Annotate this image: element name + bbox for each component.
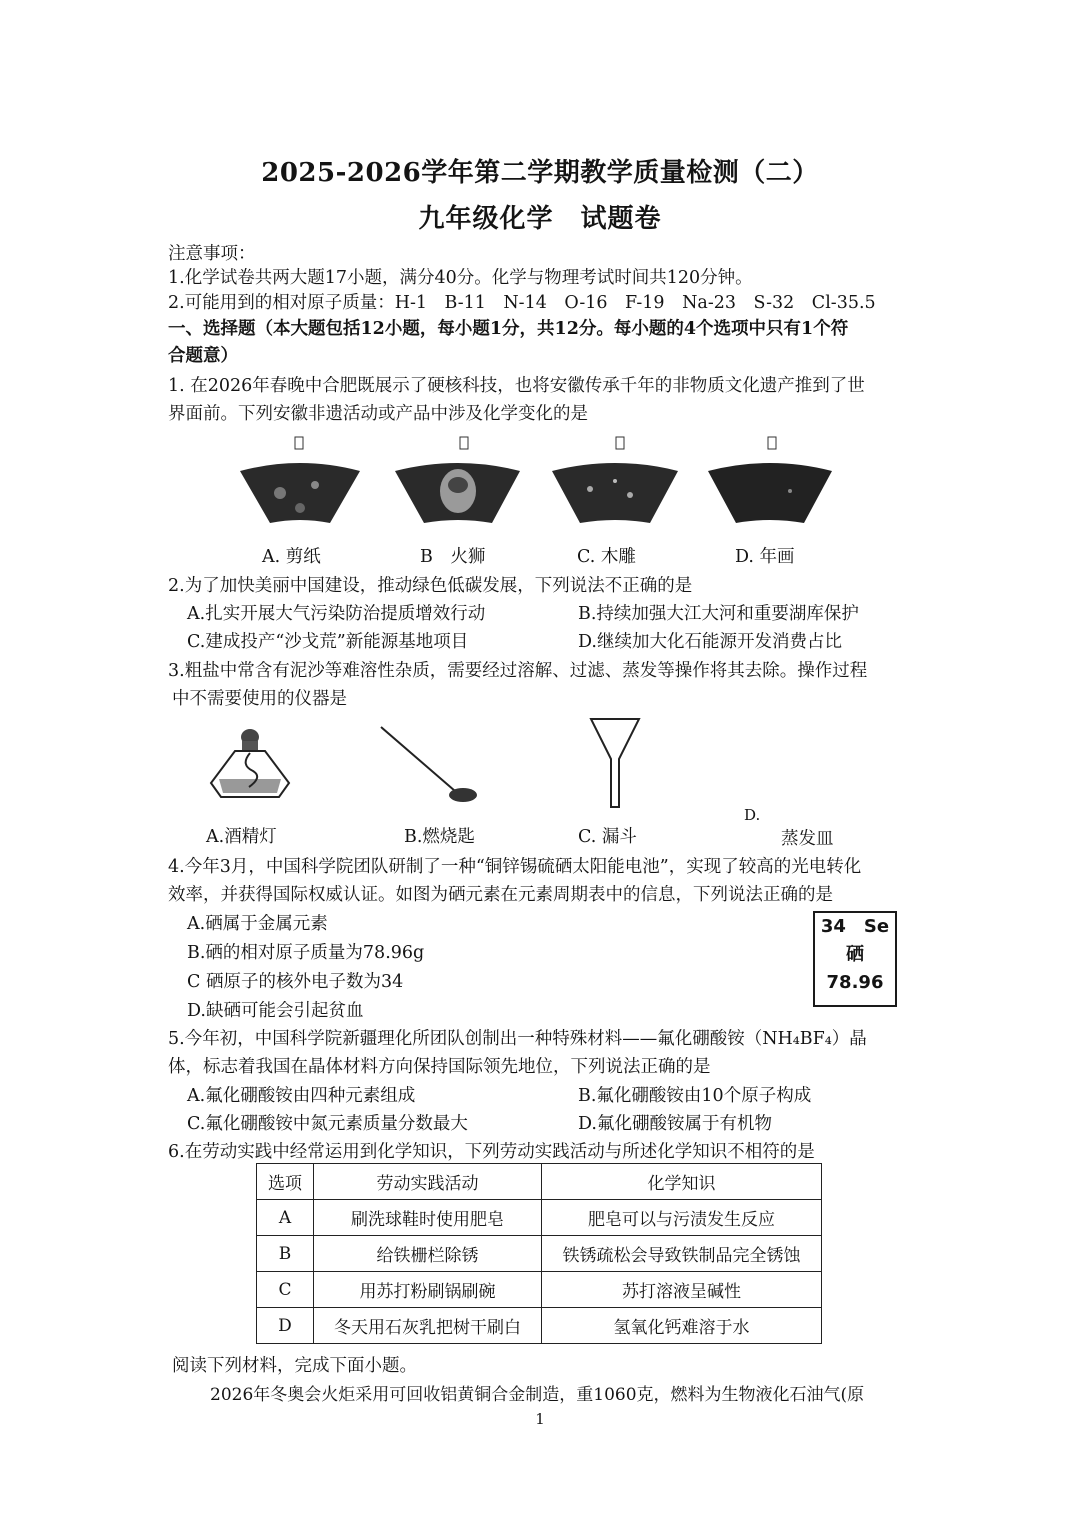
page-number: 1	[535, 1410, 545, 1428]
q3-option-c: C. 漏斗	[578, 827, 637, 847]
q6-stem: 6.在劳动实践中经常运用到化学知识，下列劳动实践活动与所述化学知识不相符的是	[168, 1142, 815, 1162]
q1-figures	[230, 433, 850, 533]
q3-stem-line1: 3.粗盐中常含有泥沙等难溶性杂质，需要经过溶解、过滤、蒸发等操作将其去除。操作过程	[168, 661, 868, 681]
q2-option-a: A.扎实开展大气污染防治提质增效行动	[187, 604, 486, 624]
alcohol-lamp-image	[211, 729, 289, 797]
table-cell: 冬天用石灰乳把树干刷白	[314, 1308, 542, 1344]
q1-option-a: A. 剪纸	[262, 547, 321, 567]
fire-lion-image	[395, 437, 520, 523]
note-1: 1.化学试卷共两大题17小题，满分40分。化学与物理考试时间共120分钟。	[168, 268, 753, 288]
table-cell: B	[257, 1236, 314, 1272]
table-cell: C	[257, 1272, 314, 1308]
table-cell: D	[257, 1308, 314, 1344]
q5-stem-line2: 体，标志着我国在晶体材料方向保持国际领先地位，下列说法正确的是	[168, 1057, 711, 1077]
table-cell: 铁锈疏松会导致铁制品完全锈蚀	[542, 1236, 822, 1272]
q4-option-c: C 硒原子的核外电子数为34	[187, 972, 404, 992]
q3-option-d-letter: D.	[744, 806, 761, 824]
q6-table	[256, 1163, 822, 1344]
q5-stem-line1: 5.今年初，中国科学院新疆理化所团队创制出一种特殊材料——氟化硼酸铵（NH₄BF₄）晶	[168, 1029, 867, 1049]
q1-stem-line1: 1. 在2026年春晚中合肥既展示了硬核科技，也将安徽传承千年的非物质文化遗产推到了世	[168, 376, 865, 396]
q2-stem: 2.为了加快美丽中国建设，推动绿色低碳发展，下列说法不正确的是	[168, 576, 693, 596]
table-cell: 肥皂可以与污渍发生反应	[542, 1200, 822, 1236]
note-2: 2.可能用到的相对原子质量：H-1 B-11 N-14 O-16 F-19 Na-23 S-32 Cl-35.5	[168, 293, 876, 313]
q2-option-b: B.持续加强大江大河和重要湖库保护	[578, 604, 859, 624]
table-cell: 用苏打粉刷锅刷碗	[314, 1272, 542, 1308]
table-cell: 刷洗球鞋时使用肥皂	[314, 1200, 542, 1236]
table-header-row	[257, 1164, 822, 1200]
q4-option-a: A.硒属于金属元素	[187, 914, 328, 934]
table-row	[257, 1308, 822, 1344]
new-year-painting-image	[708, 437, 832, 523]
q1-option-c: C. 木雕	[577, 547, 636, 567]
q4-option-b: B.硒的相对原子质量为78.96g	[187, 943, 425, 963]
selenium-element-card	[813, 911, 897, 1007]
section1-line1: 一、选择题（本大题包括12小题，每小题1分，共12分。每小题的4个选项中只有1个符	[168, 319, 849, 339]
q1-stem-line2: 界面前。下列安徽非遗活动或产品中涉及化学变化的是	[168, 404, 588, 424]
q4-stem-line2: 效率，并获得国际权威认证。如图为硒元素在元素周期表中的信息，下列说法正确的是	[168, 885, 833, 905]
funnel-image	[591, 719, 639, 807]
table-row	[257, 1272, 822, 1308]
q4-stem-line1: 4.今年3月，中国科学院团队研制了一种“铜锌锡硫硒太阳能电池”，实现了较高的光电转化	[168, 857, 862, 877]
q1-option-b: B 火狮	[420, 547, 486, 567]
table-cell: 氢氧化钙难溶于水	[542, 1308, 822, 1344]
q4-option-d: D.缺硒可能会引起贫血	[187, 1001, 364, 1021]
q2-option-d: D.继续加大化石能源开发消费占比	[578, 632, 842, 652]
q3-option-b: B.燃烧匙	[404, 827, 475, 847]
q3-stem-line2: 中不需要使用的仪器是	[172, 689, 347, 709]
exam-subtitle: 九年级化学 试题卷	[418, 204, 662, 234]
q5-option-a: A.氟化硼酸铵由四种元素组成	[187, 1086, 416, 1106]
exam-title: 2025-2026学年第二学期教学质量检测（二）	[261, 158, 819, 188]
section1-line2: 合题意）	[168, 346, 238, 366]
element-name: 硒	[846, 944, 864, 965]
notes-heading: 注意事项：	[168, 244, 256, 264]
table-cell: 苏打溶液呈碱性	[542, 1272, 822, 1308]
table-row	[257, 1200, 822, 1236]
combustion-spoon-image	[381, 727, 477, 802]
table-cell: A	[257, 1200, 314, 1236]
papercut-image	[240, 437, 360, 523]
q5-option-d: D.氟化硼酸铵属于有机物	[578, 1114, 772, 1134]
q5-option-b: B.氟化硼酸铵由10个原子构成	[578, 1086, 812, 1106]
q3-option-d: 蒸发皿	[781, 829, 834, 849]
reading-intro: 阅读下列材料，完成下面小题。	[172, 1356, 417, 1376]
table-row	[257, 1236, 822, 1272]
reading-text: 2026年冬奥会火炬采用可回收铝黄铜合金制造，重1060克，燃料为生物液化石油气(原	[210, 1385, 865, 1405]
element-mass: 78.96	[826, 972, 884, 993]
q1-option-d: D. 年画	[735, 547, 795, 567]
q2-option-c: C.建成投产“沙戈荒”新能源基地项目	[187, 632, 469, 652]
wood-carving-image	[552, 437, 678, 523]
q3-figures	[205, 715, 725, 815]
table-header-cell: 选项	[257, 1164, 314, 1200]
q5-option-c: C.氟化硼酸铵中氮元素质量分数最大	[187, 1114, 468, 1134]
q3-option-a: A.酒精灯	[206, 827, 277, 847]
table-cell: 给铁栅栏除锈	[314, 1236, 542, 1272]
table-header-cell: 劳动实践活动	[314, 1164, 542, 1200]
table-header-cell: 化学知识	[542, 1164, 822, 1200]
element-number-symbol: 34 Se	[820, 916, 890, 937]
